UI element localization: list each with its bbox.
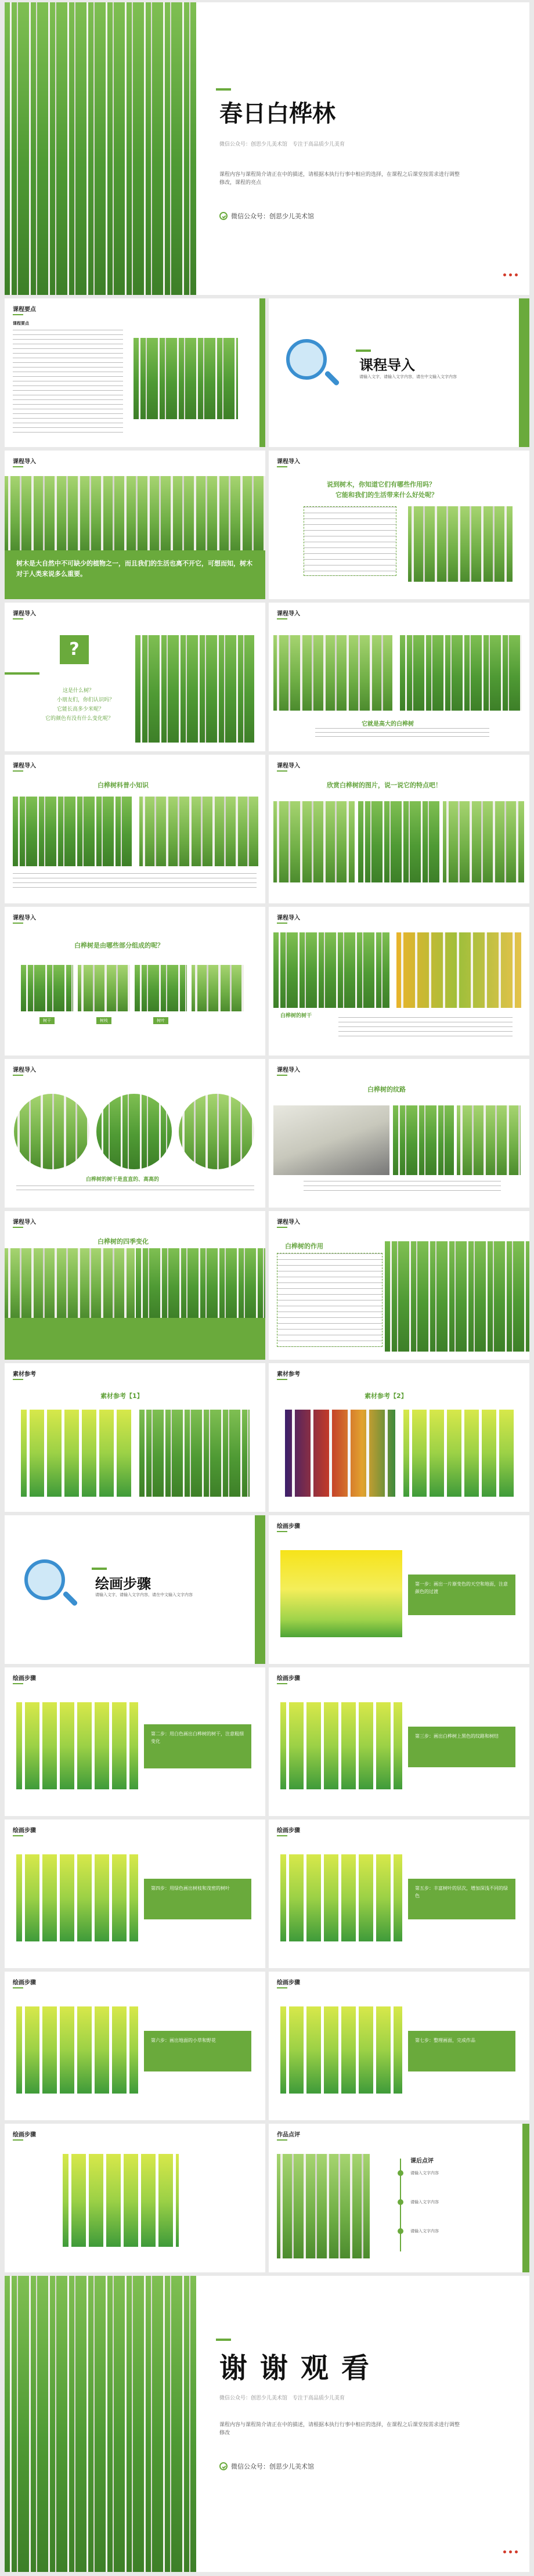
text-block <box>13 330 123 434</box>
dot-indicator <box>500 268 518 279</box>
section-title: 绘画步骤 <box>95 1576 151 1592</box>
caption-box: 树木是大自然中不可缺少的植物之一，而且我们的生活也离不开它，可想而知，树木对于人类来说多么重要。 <box>5 550 265 599</box>
slide-step-7 <box>269 1972 529 2120</box>
accent-bar <box>92 1568 107 1570</box>
birch-image-left <box>273 635 392 711</box>
wechat-line <box>219 2462 314 2471</box>
birch-image-right <box>139 797 258 866</box>
slide-step-3 <box>269 1667 529 1816</box>
section-subtitle: 请输入文字，请输入文字内容，请在中文输入文字内容 <box>359 374 457 379</box>
cover-body: 课程内容与课程简介请正在中的描述，请根据本执行行事中相应的选择，在课程之后课堂按需求进行调整修改，课程的亮点 <box>219 172 460 186</box>
step-description-box: 第六步：画出地面的小草和野花 <box>144 2031 251 2071</box>
caption: 白桦树的树干是直直的、高高的 <box>86 1177 160 1183</box>
tree-image-1 <box>21 965 73 1011</box>
slide-label: 课程导入 <box>277 456 300 467</box>
slide-label: 素材参考 <box>277 1369 300 1380</box>
slide-title: 白桦树的作用 <box>285 1242 323 1250</box>
accent-line <box>5 672 39 675</box>
green-sidebar <box>522 2124 529 2272</box>
big-tree-image <box>5 476 265 552</box>
birch-image-left <box>13 797 132 866</box>
slide-label: 绘画步骤 <box>13 2130 36 2141</box>
step-description-box: 第七步：整理画面，完成作品 <box>408 2031 515 2071</box>
text-block <box>13 873 257 889</box>
slide-intro-12 <box>269 1211 529 1360</box>
slide-intro-cover <box>269 298 529 447</box>
review-item-2: 请输入文字内容 <box>410 2200 439 2204</box>
description-box <box>5 1318 265 1360</box>
birch-grove-image <box>385 1241 529 1352</box>
step-description-box: 第二步：用白色画出白桦树的树干，注意粗细变化 <box>144 1724 251 1768</box>
reference-painting-1 <box>21 1410 131 1497</box>
question-b: 小朋友们，你们认识吗？ <box>57 697 115 703</box>
slide-intro-6 <box>269 755 529 903</box>
birch-forest-image <box>5 2276 196 2572</box>
section-subtitle: 请输入文字，请输入文字内容，请在中文输入文字内容 <box>95 1593 193 1597</box>
question-mark-icon: ? <box>60 635 89 664</box>
slide-label: 课程导入 <box>13 761 36 772</box>
question-d: 它的颜色有没有什么变化呢？ <box>45 716 114 722</box>
tag-trunk: 树干 <box>39 1017 55 1024</box>
season-image-left <box>5 1248 135 1318</box>
slide-label: 课程导入 <box>277 1065 300 1076</box>
question-c: 它能长高多少米呢？ <box>57 707 104 712</box>
step-painting <box>16 2006 138 2094</box>
accent-bar <box>216 2339 231 2341</box>
reference-painting-4 <box>403 1410 514 1497</box>
text-block <box>315 728 489 737</box>
slide-step-8 <box>5 2124 265 2272</box>
forest-image <box>134 338 238 419</box>
cover-slide <box>5 2 529 295</box>
tree-image-4 <box>192 965 244 1011</box>
wechat-text: 微信公众号：创思少儿美术馆 <box>231 2463 314 2470</box>
caption: 它就是高大的白桦树 <box>362 721 414 727</box>
bark-image-2 <box>393 1105 454 1175</box>
green-sidebar <box>255 1515 265 1664</box>
slide-label: 素材参考 <box>13 1369 36 1380</box>
end-body: 课程内容与课程简介请正在中的描述，请根据本执行行事中相应的选择，在课程之后课堂按需求进行调整修改 <box>219 2422 460 2436</box>
slide-label: 课程导入 <box>13 608 36 619</box>
slide-intro-4 <box>269 603 529 751</box>
end-subtitle: 微信公众号：创思少儿美术馆 专注于高品质少儿美育 <box>219 2395 345 2401</box>
slide-label: 课程导入 <box>277 761 300 772</box>
end-slide <box>5 2276 529 2572</box>
end-title: 谢谢观看 <box>219 2352 383 2384</box>
slide-title: 白桦树科普小知识 <box>98 781 149 789</box>
slide-intro-10 <box>269 1059 529 1208</box>
step-painting <box>16 1854 138 1941</box>
timeline-dot <box>398 2228 403 2234</box>
slide-intro-8 <box>269 907 529 1055</box>
question-2: 它能和我们的生活带来什么好处呢？ <box>335 491 438 499</box>
step-painting <box>16 1702 138 1789</box>
slide-title: 白桦树是由哪些部分组成的呢？ <box>74 942 164 949</box>
birch-forest-image <box>5 2 196 295</box>
slide-intro-9 <box>5 1059 265 1208</box>
trunk-circle-1 <box>14 1094 89 1169</box>
text-block <box>304 506 396 576</box>
slide-label: 课程要点 <box>13 304 36 315</box>
review-item-3: 请输入文字内容 <box>410 2229 439 2233</box>
reference-painting-2 <box>139 1410 250 1497</box>
slide-intro-1 <box>5 451 265 599</box>
final-painting <box>63 2154 179 2247</box>
trunk-tag: 白桦树的树干 <box>280 1013 312 1019</box>
slide-steps-cover <box>5 1515 265 1664</box>
slide-label: 绘画步骤 <box>277 1521 300 1532</box>
magnifier-icon <box>24 1559 65 1600</box>
wechat-line <box>219 211 314 221</box>
birch-image-right <box>400 635 522 711</box>
green-sidebar <box>259 298 265 447</box>
accent-bar <box>356 350 371 352</box>
birch-image-2 <box>358 801 439 882</box>
birch-image-right <box>396 932 521 1008</box>
reference-painting-3 <box>285 1410 395 1497</box>
step-painting <box>280 2006 402 2094</box>
slide-label: 课程导入 <box>13 456 36 467</box>
slide-step-6 <box>5 1972 265 2120</box>
slide-intro-7 <box>5 907 265 1055</box>
text-block <box>16 1186 254 1194</box>
bark-image-3 <box>457 1105 521 1175</box>
step-description-box: 第一步：画出一片渐变色的天空和地面，注意颜色的过渡 <box>408 1575 515 1615</box>
tree-image-2 <box>78 965 130 1011</box>
check-circle-icon <box>219 212 228 220</box>
slide-label: 课程导入 <box>13 913 36 924</box>
slide-label: 绘画步骤 <box>277 1673 300 1684</box>
check-circle-icon <box>219 2462 228 2470</box>
birch-image-1 <box>273 801 355 882</box>
text-block <box>304 1181 501 1195</box>
slide-intro-3 <box>5 603 265 751</box>
bark-closeup-image <box>273 1105 389 1175</box>
review-title: 课后点评 <box>410 2158 434 2164</box>
accent-bar <box>216 88 231 91</box>
section-title: 课程导入 <box>359 357 415 373</box>
section-heading: 课程要点 <box>13 321 29 326</box>
cover-subtitle: 微信公众号：创思少儿美术馆 专注于高品质少儿美育 <box>219 142 345 147</box>
forest-path-image <box>408 506 513 582</box>
slide-label: 课程导入 <box>13 1217 36 1228</box>
slide-label: 绘画步骤 <box>13 1673 36 1684</box>
slide-intro-2 <box>269 451 529 599</box>
slide-intro-11 <box>5 1211 265 1360</box>
tag-leaf: 树叶 <box>153 1017 168 1024</box>
green-sidebar <box>519 298 529 447</box>
step-painting <box>280 1702 402 1789</box>
slide-intro-5 <box>5 755 265 903</box>
timeline-dot <box>398 2199 403 2205</box>
question-1: 说到树木，你知道它们有哪些作用吗？ <box>327 481 435 488</box>
trunk-circle-3 <box>179 1094 254 1169</box>
slide-title: 白桦树的纹路 <box>367 1086 406 1093</box>
review-item-1: 请输入文字内容 <box>410 2171 439 2175</box>
step-painting <box>280 1550 402 1637</box>
text-block <box>277 1253 383 1347</box>
step-description-box: 第四步：用绿色画出树枝和茂密的树叶 <box>144 1879 251 1919</box>
slide-label: 课程导入 <box>277 913 300 924</box>
slide-label: 作品点评 <box>277 2130 300 2141</box>
slide-step-1 <box>269 1515 529 1664</box>
slide-label: 课程导入 <box>277 608 300 619</box>
birch-image-left <box>273 932 389 1008</box>
slide-label: 绘画步骤 <box>277 1977 300 1988</box>
dot-indicator <box>500 2545 518 2556</box>
slide-course-points <box>5 298 265 447</box>
slide-title: 白桦树的四季变化 <box>98 1238 149 1245</box>
review-image <box>277 2154 370 2258</box>
trunk-circle-2 <box>96 1094 172 1169</box>
slide-title: 素材参考【1】 <box>100 1392 143 1400</box>
question-a: 这是什么树？ <box>63 688 95 694</box>
slide-title: 欣赏白桦树的图片，说一说它的特点吧！ <box>327 781 442 789</box>
slide-label: 绘画步骤 <box>13 1825 36 1836</box>
step-description-box: 第三步：画出白桦树上黑色的纹路和树结 <box>408 1727 515 1767</box>
birch-image <box>135 635 254 743</box>
slide-label: 绘画步骤 <box>13 1977 36 1988</box>
text-block <box>338 1017 513 1040</box>
slide-title: 素材参考【2】 <box>365 1392 407 1400</box>
season-image-right <box>136 1248 265 1318</box>
magnifier-icon <box>286 339 327 380</box>
timeline-dot <box>398 2170 403 2176</box>
slide-step-4 <box>5 1820 265 1968</box>
step-description-box: 第五步：丰富树叶的层次，增加深浅不同的绿色 <box>408 1879 515 1919</box>
slide-step-5 <box>269 1820 529 1968</box>
birch-image-3 <box>443 801 524 882</box>
cover-title: 春日白桦林 <box>219 100 335 127</box>
step-painting <box>280 1854 402 1941</box>
tree-image-3 <box>135 965 187 1011</box>
wechat-text: 微信公众号：创思少儿美术馆 <box>231 212 314 220</box>
slide-review <box>269 2124 529 2272</box>
slide-label: 绘画步骤 <box>277 1825 300 1836</box>
slide-step-2 <box>5 1667 265 1816</box>
slide-reference-2 <box>269 1363 529 1512</box>
tag-branch: 树枝 <box>96 1017 111 1024</box>
slide-label: 课程导入 <box>277 1217 300 1228</box>
slide-label: 课程导入 <box>13 1065 36 1076</box>
slide-reference-1 <box>5 1363 265 1512</box>
